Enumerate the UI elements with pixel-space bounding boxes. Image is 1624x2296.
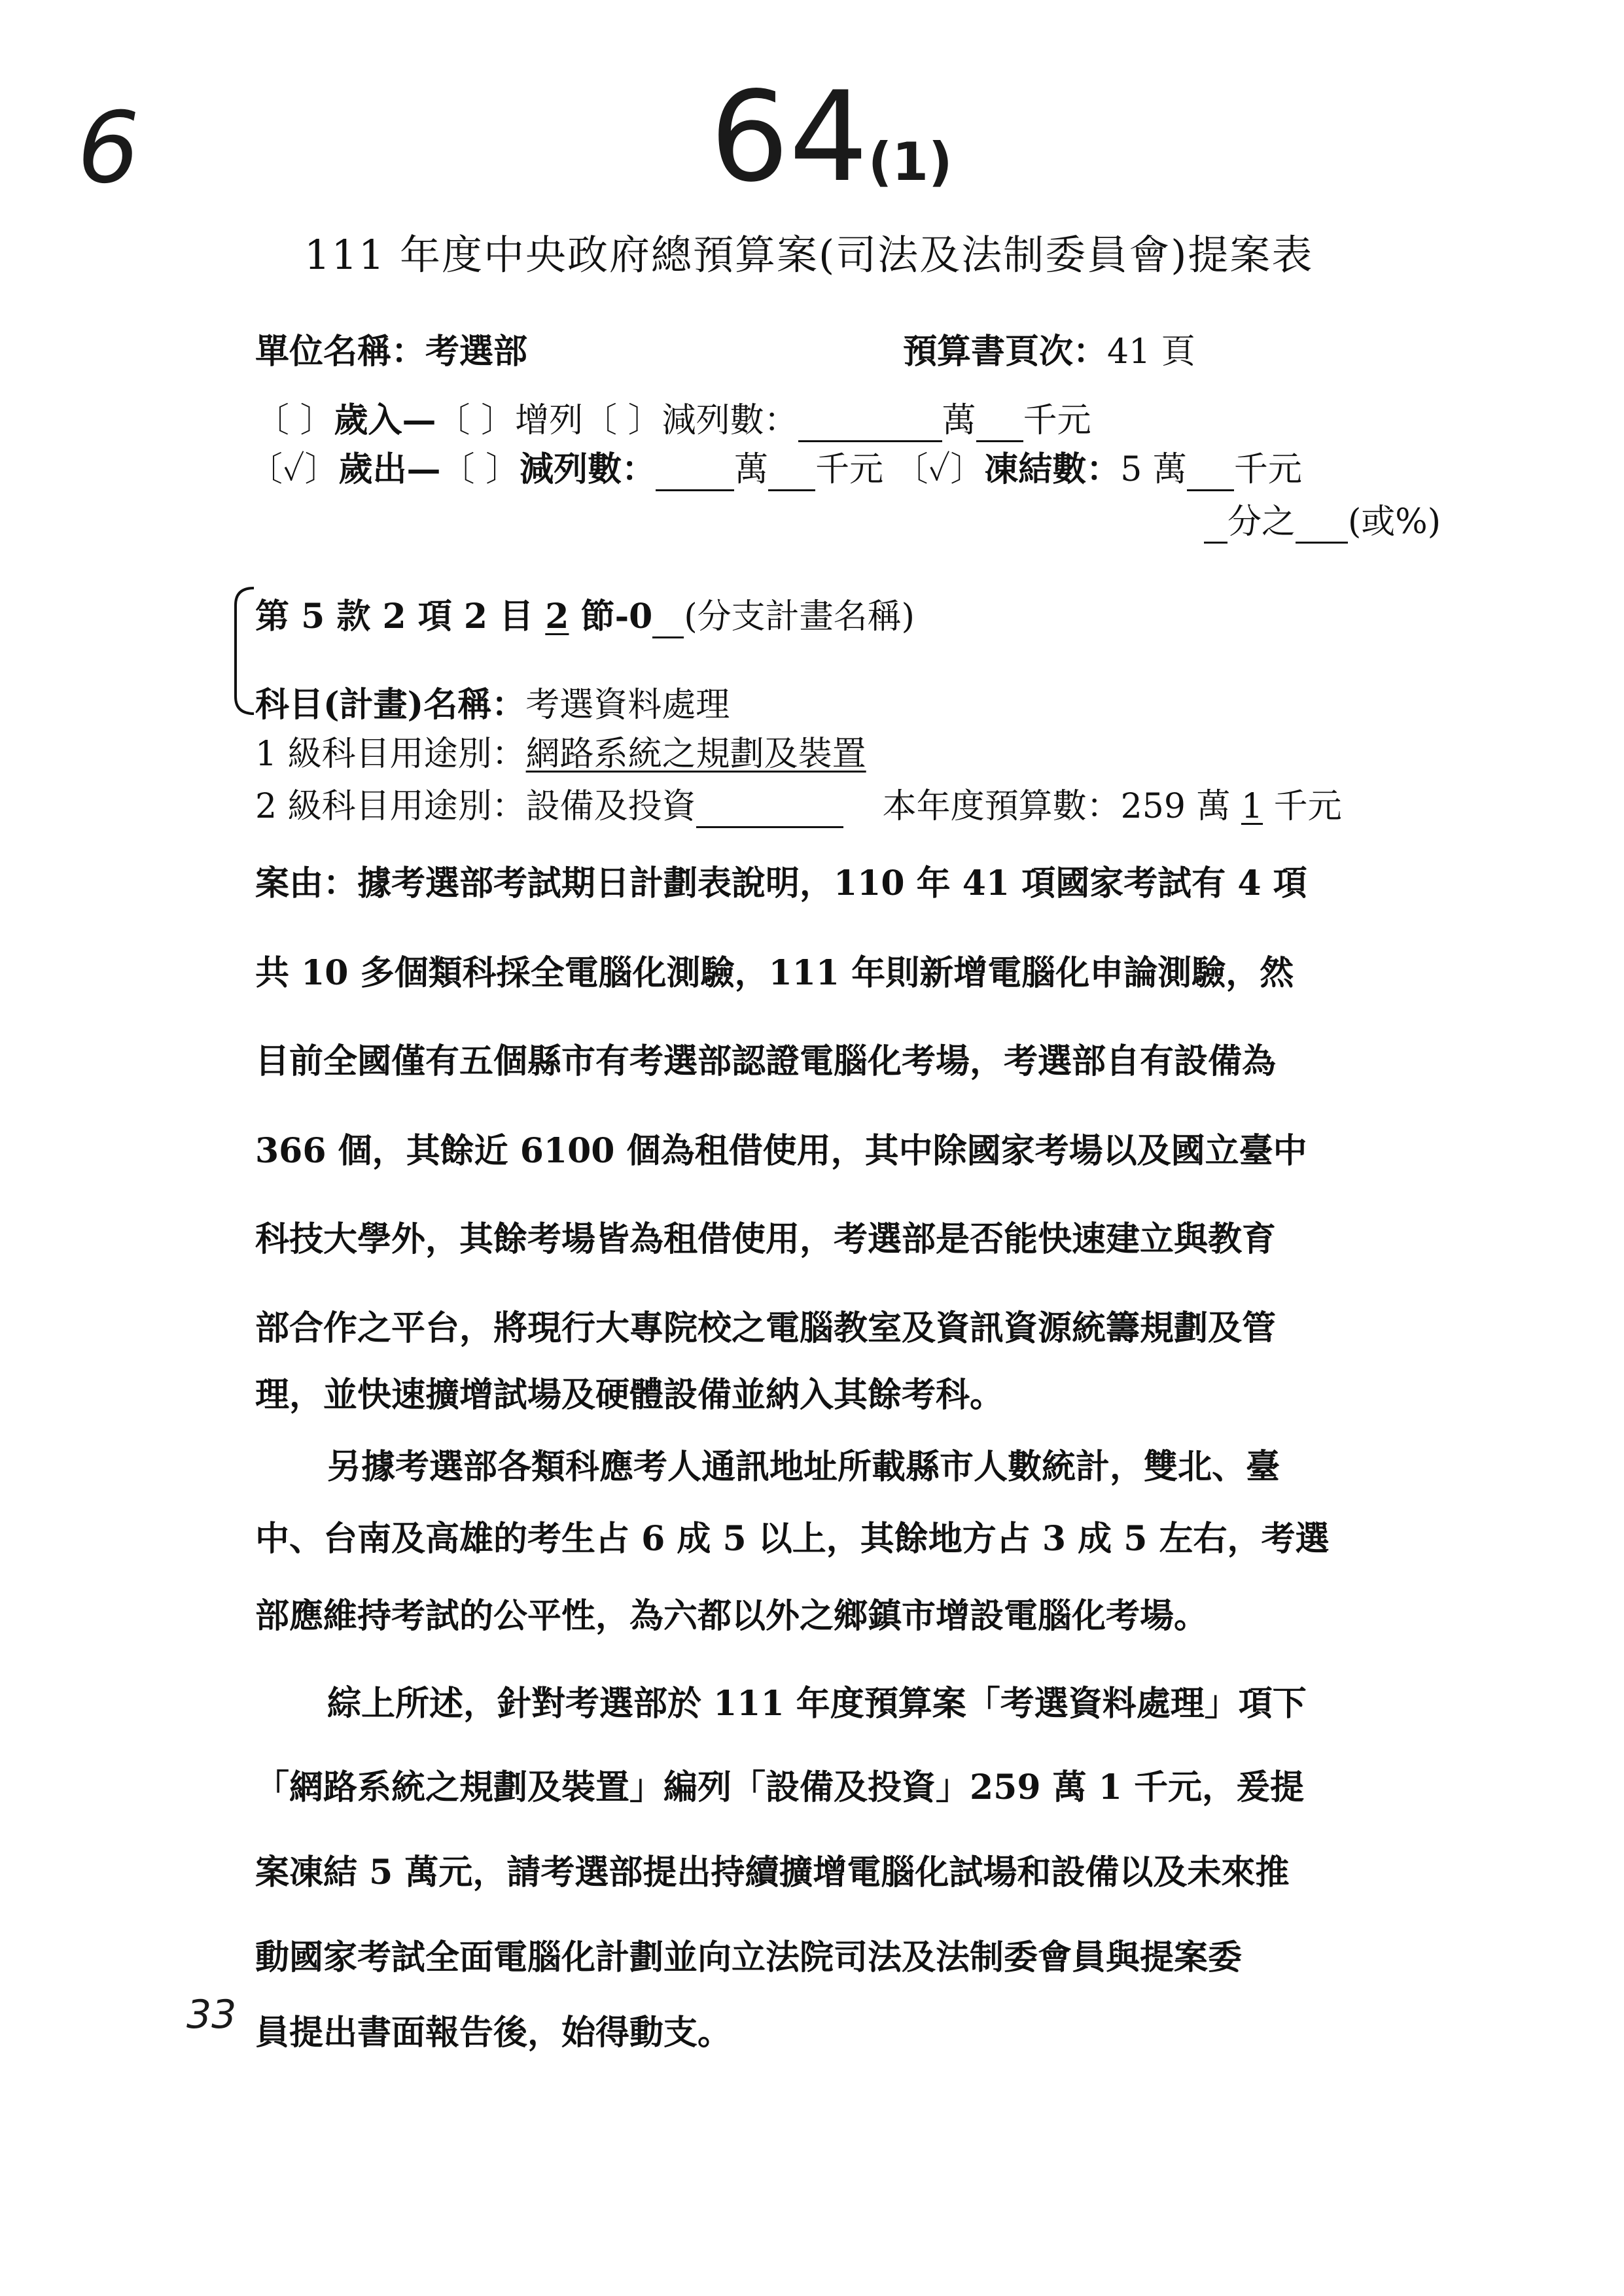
level1-label: 1 級科目用途別：	[255, 735, 526, 774]
body-line: 部合作之平台，將現行大專院校之電腦教室及資訊資源統籌規劃及管	[255, 1308, 1277, 1348]
level2-blank[interactable]	[696, 787, 843, 828]
stamp-suffix: (1)	[868, 131, 953, 192]
body-line: 目前全國僅有五個縣市有考選部認證電腦化考場，考選部自有設備為	[255, 1041, 1277, 1081]
fraction-label: 分之	[1227, 502, 1296, 542]
body-line: 中、台南及高雄的考生占 6 成 5 以上，其餘地方占 3 成 5 左右，考選	[255, 1519, 1330, 1559]
revenue-wan-unit: 萬	[942, 401, 976, 440]
freeze-value: 5 萬	[1120, 450, 1187, 489]
revenue-checkbox[interactable]: 〔 〕	[255, 401, 334, 440]
body-line: 動國家考試全面電腦化計劃並向立法院司法及法制委會員與提案委	[255, 1938, 1243, 1977]
body-line: 部應維持考試的公平性，為六都以外之鄉鎮市增設電腦化考場。	[255, 1596, 1209, 1636]
expense-line	[249, 442, 1302, 491]
subject-line	[255, 677, 730, 726]
level2-line	[255, 778, 1342, 828]
body-line: 綜上所述，針對考選部於 111 年度預算案「考選資料處理」項下	[327, 1684, 1307, 1724]
or-percent-label: (或%)	[1348, 502, 1441, 542]
revenue-add-checkbox[interactable]: 〔 〕	[436, 401, 516, 440]
body-line: 「網路系統之規劃及裝置」編列「設備及投資」259 萬 1 千元，爰提	[255, 1767, 1305, 1807]
subject-value: 考選資料處理	[525, 686, 730, 725]
stamp-number: 64	[710, 65, 868, 209]
revenue-qian-unit: 千元	[1023, 401, 1091, 440]
level1-value: 網路系統之規劃及裝置	[525, 735, 866, 774]
expense-wan-blank[interactable]	[656, 450, 734, 491]
body-line: 理，並快速擴增試場及硬體設備並納入其餘考科。	[255, 1375, 1004, 1415]
freeze-unit: 千元	[1233, 450, 1302, 489]
unit-label: 單位名稱：	[255, 332, 426, 372]
handwritten-stamp-number	[710, 65, 953, 209]
level2-value: 設備及投資	[525, 787, 696, 826]
section-brace	[230, 585, 256, 716]
budget-qian-number: 1	[1241, 787, 1263, 826]
section-line	[255, 589, 915, 638]
freeze-checkbox[interactable]: 〔✓〕	[894, 450, 985, 489]
body-line: 科技大學外，其餘考場皆為租借使用，考選部是否能快速建立與教育	[255, 1219, 1277, 1259]
revenue-wan-blank[interactable]	[798, 401, 942, 442]
freeze-qian-blank[interactable]	[1187, 450, 1234, 491]
expense-qian-unit: 千元	[815, 450, 884, 489]
fraction-denominator-blank[interactable]	[1296, 502, 1348, 544]
expense-wan-unit: 萬	[734, 450, 769, 489]
subject-label: 科目(計畫)名稱：	[255, 685, 526, 725]
page-label: 預算書頁次：	[903, 332, 1108, 372]
body-line: 案凍結 5 萬元，請考選部提出持續擴增電腦化試場和設備以及未來推	[255, 1852, 1290, 1892]
expense-cut-checkbox[interactable]: 〔 〕	[440, 450, 520, 489]
handwritten-side-number: 33	[186, 1992, 237, 2038]
body-line: 案由：據考選部考試期日計劃表說明，110 年 41 項國家考試有 4 項	[255, 863, 1307, 903]
revenue-cut-checkbox[interactable]: 〔 〕	[583, 401, 662, 440]
level1-line	[255, 726, 866, 775]
expense-checkbox[interactable]: 〔✓〕	[249, 450, 339, 489]
expense-cut-label: 減列數：	[520, 449, 656, 489]
freeze-label: 凍結數：	[984, 449, 1121, 489]
body-line: 另據考選部各類科應考人通訊地址所載縣市人數統計，雙北、臺	[327, 1447, 1280, 1487]
revenue-line	[255, 392, 1091, 442]
revenue-qian-blank[interactable]	[976, 401, 1023, 442]
section-branch-blank[interactable]	[652, 597, 684, 638]
page-value: 41 頁	[1107, 332, 1195, 372]
level2-label: 2 級科目用途別：	[255, 787, 526, 826]
budget-label: 本年度預算數：	[882, 787, 1121, 826]
body-line: 員提出書面報告後，始得動支。	[255, 2013, 732, 2053]
section-jie-suffix: 節-0	[569, 597, 653, 636]
section-prefix: 第 5 款 2 項 2 目	[255, 597, 546, 636]
budget-qian-unit: 千元	[1263, 787, 1342, 826]
revenue-add-label: 增列	[515, 401, 584, 440]
section-jie-number: 2	[545, 597, 569, 636]
handwritten-page-marker: 6	[77, 92, 140, 205]
budget-page-row	[903, 324, 1195, 373]
budget-wan: 259 萬	[1120, 787, 1241, 826]
page-title: 111 年度中央政府總預算案(司法及法制委員會)提案表	[304, 231, 1314, 279]
fraction-line	[1204, 494, 1441, 544]
fraction-numerator-blank[interactable]	[1204, 502, 1227, 544]
body-line: 366 個，其餘近 6100 個為租借使用，其中除國家考場以及國立臺中	[255, 1131, 1307, 1171]
body-line: 共 10 多個類科採全電腦化測驗，111 年則新增電腦化申論測驗，然	[255, 953, 1294, 993]
unit-value: 考選部	[425, 332, 528, 372]
revenue-cut-label: 減列數：	[662, 401, 798, 440]
expense-qian-blank[interactable]	[768, 450, 815, 491]
section-branch-label: (分支計畫名稱)	[684, 597, 915, 636]
expense-label: 歲出—	[338, 449, 441, 489]
unit-name-row	[255, 324, 527, 373]
revenue-label: 歲入—	[334, 400, 436, 440]
